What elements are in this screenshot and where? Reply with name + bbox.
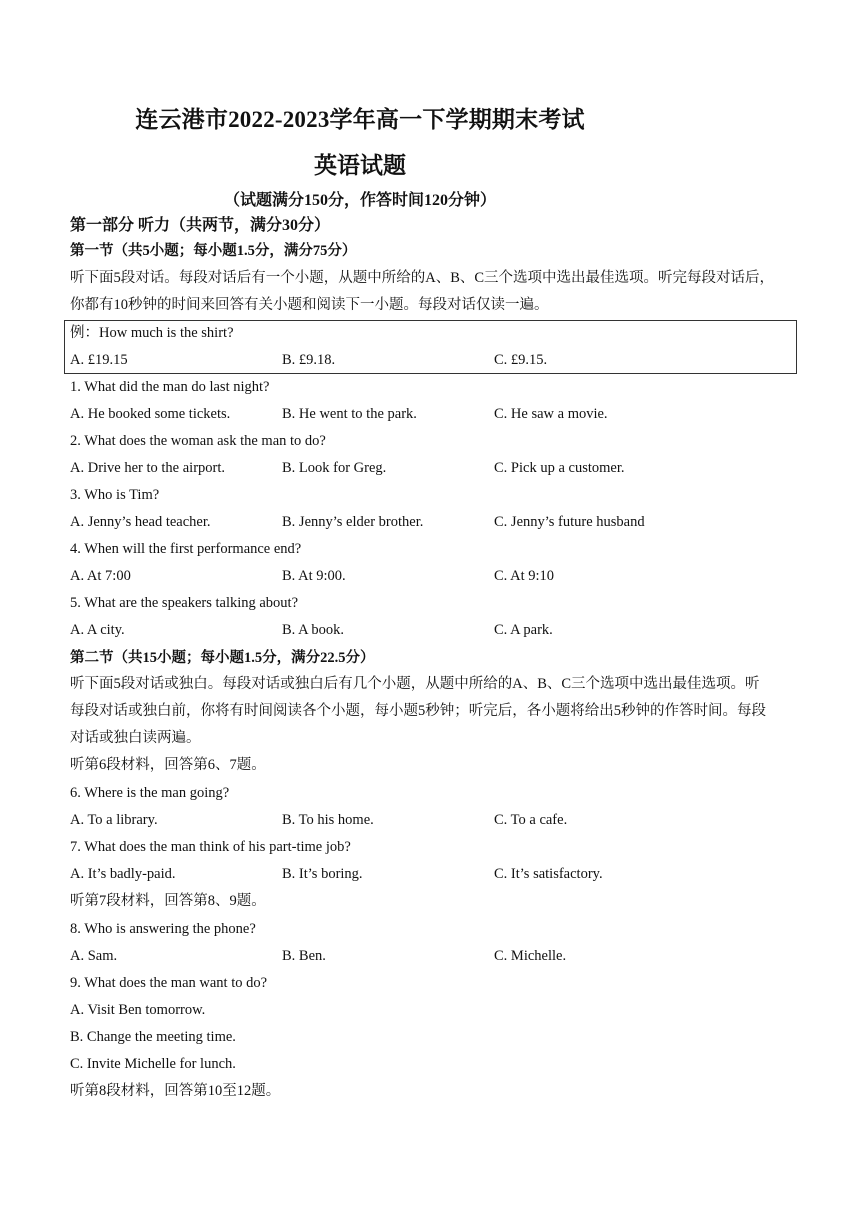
option-c: C. £9.15. [494,352,548,368]
option-a: A. A city. [70,622,125,638]
option-a: A. Sam. [70,948,118,964]
option-b: B. To his home. [282,812,374,828]
question-3: 3. Who is Tim? [70,487,160,503]
question-4-options [70,563,798,590]
question-8: 8. Who is answering the phone? [70,921,256,937]
option-c: C. To a cafe. [494,812,568,828]
option-a: A. At 7:00 [70,568,131,584]
section1-instruction-2: 你都有10秒钟的时间来回答有关小题和阅读下一小题。每段对话仅读一遍。 [70,297,549,313]
section2-instruction-3: 对话或独白读两遍。 [70,730,201,746]
example-options [70,347,798,374]
question-2-options [70,455,798,482]
section2-instruction-1: 听下面5段对话或独白。每段对话或独白后有几个小题，从题中所给的A、B、C三个选项中选出最佳选项。听 [70,676,760,692]
option-b: B. Ben. [282,948,326,964]
option-c: C. At 9:10 [494,568,555,584]
question-7-options [70,861,798,888]
option-a: A. £19.15 [70,352,128,368]
option-a: A. Drive her to the airport. [70,460,226,476]
option-b: B. Look for Greg. [282,460,387,476]
option-c: C. He saw a movie. [494,406,608,422]
material-7-note: 听第7段材料，回答第8、9题。 [70,893,266,909]
question-9-option-b: B. Change the meeting time. [70,1029,236,1045]
example-question: 例：How much is the shirt? [70,325,234,341]
question-8-options [70,943,798,970]
option-a: A. It’s badly-paid. [70,866,176,882]
exam-title: 连云港市2022-2023学年高一下学期期末考试 [135,107,585,132]
material-8-note: 听第8段材料，回答第10至12题。 [70,1083,281,1099]
section1-instruction-1: 听下面5段对话。每段对话后有一个小题，从题中所给的A、B、C三个选项中选出最佳选项。听完每段对话后， [70,270,775,286]
option-b: B. Jenny’s elder brother. [282,514,424,530]
option-b: B. It’s boring. [282,866,363,882]
question-5: 5. What are the speakers talking about? [70,595,299,611]
section2-instruction-2: 每段对话或独白前，你将有时间阅读各个小题，每小题5秒钟；听完后，各小题将给出5秒钟的作答时间。每段 [70,703,766,719]
option-a: A. Jenny’s head teacher. [70,514,211,530]
question-9-option-a: A. Visit Ben tomorrow. [70,1002,206,1018]
section2-heading: 第二节（共15小题；每小题1.5分，满分22.5分） [70,650,375,666]
option-c: C. It’s satisfactory. [494,866,603,882]
option-c: C. Jenny’s future husband [494,514,645,530]
exam-subject: 英语试题 [314,153,406,178]
question-6: 6. Where is the man going? [70,785,230,801]
option-b: B. £9.18. [282,352,336,368]
exam-note: （试题满分150分，作答时间120分钟） [223,192,496,209]
option-b: B. He went to the park. [282,406,417,422]
question-4: 4. When will the first performance end? [70,541,302,557]
question-6-options [70,807,798,834]
question-7: 7. What does the man think of his part-time job? [70,839,351,855]
question-1-options [70,401,798,428]
option-a: A. To a library. [70,812,158,828]
question-9-option-c: C. Invite Michelle for lunch. [70,1056,236,1072]
option-c: C. Michelle. [494,948,567,964]
question-2: 2. What does the woman ask the man to do? [70,433,326,449]
option-b: B. At 9:00. [282,568,346,584]
question-9: 9. What does the man want to do? [70,975,268,991]
question-1: 1. What did the man do last night? [70,379,270,395]
option-c: C. A park. [494,622,553,638]
option-c: C. Pick up a customer. [494,460,625,476]
question-5-options [70,617,798,644]
question-3-options [70,509,798,536]
part1-heading: 第一部分 听力（共两节，满分30分） [70,217,331,234]
section1-heading: 第一节（共5小题；每小题1.5分，满分75分） [70,243,357,259]
option-b: B. A book. [282,622,345,638]
option-a: A. He booked some tickets. [70,406,231,422]
material-6-note: 听第6段材料，回答第6、7题。 [70,757,266,773]
